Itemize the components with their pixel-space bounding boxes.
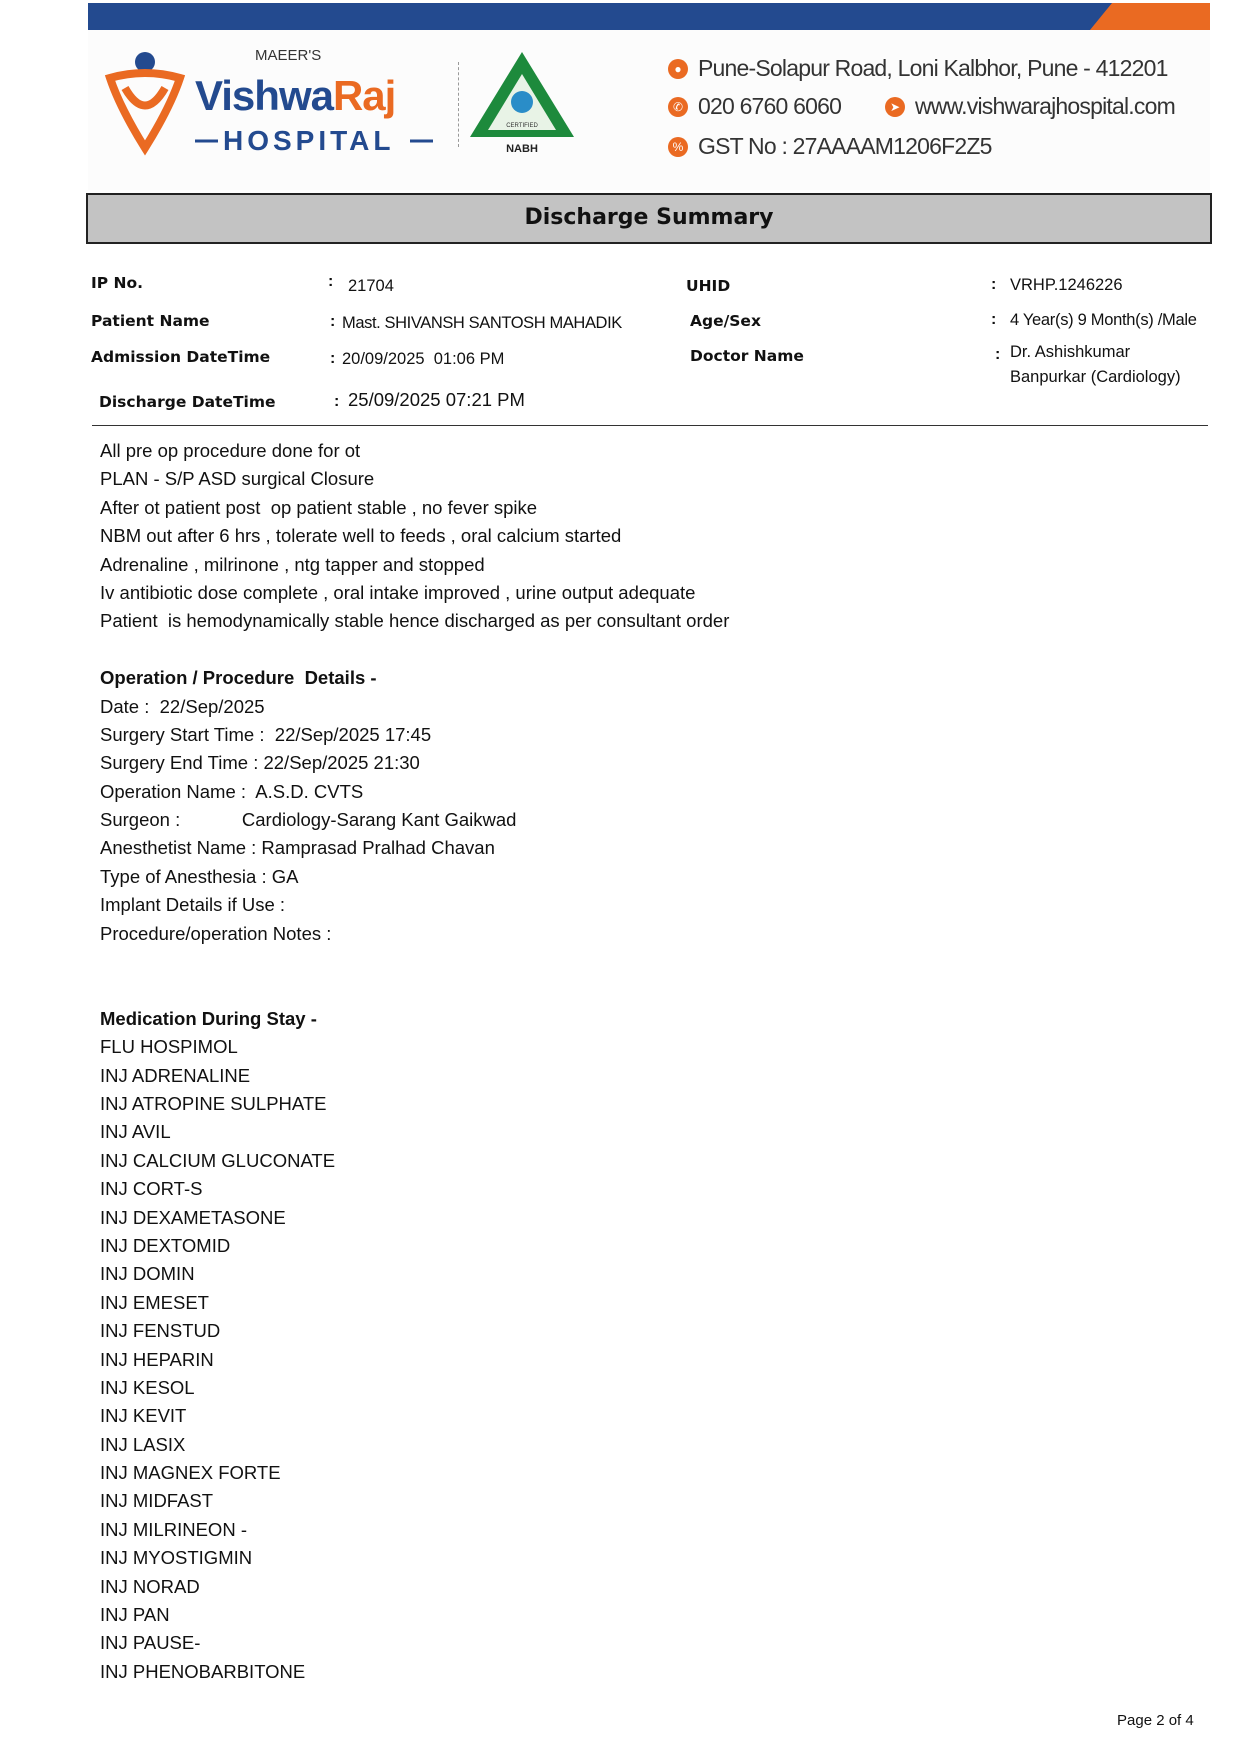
operation-detail-line: Operation Name : A.S.D. CVTS bbox=[100, 780, 364, 802]
operation-details bbox=[100, 693, 729, 949]
medication-item: INJ PAUSE- bbox=[100, 1632, 201, 1654]
operation-detail-line: Implant Details if Use : bbox=[100, 894, 286, 916]
operation-detail-line: Anesthetist Name : Ramprasad Pralhad Chavan bbox=[100, 837, 495, 859]
operation-detail-line: Type of Anesthesia : GA bbox=[100, 865, 299, 887]
medication-list bbox=[100, 1033, 729, 1686]
nabh-emblem-icon bbox=[511, 91, 533, 113]
website-link[interactable]: ➤ www.vishwarajhospital.com bbox=[885, 93, 1175, 120]
medication-item: INJ PHENOBARBITONE bbox=[100, 1660, 306, 1682]
logo-subtitle: HOSPITAL bbox=[223, 125, 395, 156]
medication-item: INJ MAGNEX FORTE bbox=[100, 1462, 281, 1484]
operation-detail-line: Procedure/operation Notes : bbox=[100, 922, 332, 944]
medication-item: INJ FENSTUD bbox=[100, 1320, 221, 1342]
medication-item: INJ ADRENALINE bbox=[100, 1064, 251, 1086]
cursor-icon: ➤ bbox=[885, 97, 905, 117]
uhid-value: VRHP.1246226 bbox=[1010, 276, 1123, 294]
doctor-value-line2: Banpurkar (Cardiology) bbox=[1010, 368, 1181, 386]
logo-prefix: MAEER'S bbox=[255, 47, 322, 64]
admission-value: 20/09/2025 01:06 PM bbox=[342, 350, 505, 368]
medication-item: INJ MIDFAST bbox=[100, 1490, 214, 1512]
medication-item: INJ CORT-S bbox=[100, 1178, 203, 1200]
note-line: All pre op procedure done for ot bbox=[100, 440, 361, 461]
summary-body bbox=[100, 437, 729, 1686]
uhid-label: UHID bbox=[686, 277, 731, 295]
medication-item: INJ PAN bbox=[100, 1604, 170, 1626]
age-sex-value: 4 Year(s) 9 Month(s) /Male bbox=[1010, 311, 1197, 329]
operation-detail-line: Surgery Start Time : 22/Sep/2025 17:45 bbox=[100, 723, 432, 745]
medication-item: INJ HEPARIN bbox=[100, 1348, 214, 1370]
phone: ✆ 020 6760 6060 bbox=[668, 93, 841, 120]
note-line: Iv antibiotic dose complete , oral intake improved , urine output adequate bbox=[100, 581, 696, 603]
medication-item: INJ MYOSTIGMIN bbox=[100, 1547, 253, 1569]
note-line: After ot patient post op patient stable , no fever spike bbox=[100, 496, 538, 518]
medication-item: INJ KEVIT bbox=[100, 1405, 187, 1427]
doctor-value-line1: Dr. Ashishkumar bbox=[1010, 343, 1131, 361]
doctor-label: Doctor Name bbox=[690, 347, 804, 365]
operation-detail-line: Surgery End Time : 22/Sep/2025 21:30 bbox=[100, 752, 420, 774]
medication-item: INJ CALCIUM GLUCONATE bbox=[100, 1149, 336, 1171]
medication-item: INJ LASIX bbox=[100, 1433, 186, 1455]
course-notes bbox=[100, 437, 729, 636]
operation-detail-line: Date : 22/Sep/2025 bbox=[100, 695, 265, 717]
logo-name-2: Raj bbox=[332, 72, 396, 119]
logo-divider bbox=[458, 62, 459, 147]
medication-item: INJ KESOL bbox=[100, 1376, 195, 1398]
discharge-summary-page: MAEER'S VishwaRaj HOSPITAL CERTIFIED NABH ● Pune-Solapur Road, Loni Kalbhor, Pune - 412201 ✆ 020 6760 6060 ➤ www.vishwarajhospital.com % GST No : 27AAAAM1206F2Z5 Discharge Summary IP No. : 21704 UHID : VRHP.1246226 Patient Name : Mast. SHIVANSH SANTOSH MAHADIK Age/Sex : 4 Year(s) 9 Month(s) /Male Admission DateTime : 20/09/2025 01:06 PM Doctor Name : Dr. Ashishkumar Banpurkar (Cardiology) Discharge DateTime : 25/09/2025 07:21 PM All pre op procedure done for ot PLAN - S/P ASD surgical Closure After ot patient post op patient stable , no fever spike NBM out after 6 hrs , tolerate well to feeds , oral calcium started Adrenaline , milrinone , ntg tapper and stopped Iv antibiotic dose complete , oral intake improved , urine output adequate Patient is hemodynamically stable hence discharged as per consultant order Operation / Procedure Details - Date : 22/Sep/2025 Surgery Start Time : 22/Sep/2025 17:45 Surgery End Time : 22/Sep/2025 21:30 Operation Name : A.S.D. CVTS Surgeon : Cardiology-Sarang Kant Gaikwad Anesthetist Name : Ramprasad Pralhad Chavan Type of Anesthesia : GA Implant Details if Use : Procedure/operation Notes : Medication During Stay - FLU HOSPIMOL INJ ADRENALINE INJ ATROPINE SULPHATE INJ AVIL INJ CALCIUM GLUCONATE INJ CORT-S INJ DEXAMETASONE INJ DEXTOMID INJ DOMIN INJ EMESET INJ FENSTUD INJ HEPARIN INJ KESOL INJ KEVIT INJ LASIX INJ MAGNEX FORTE INJ MIDFAST INJ MILRINEON - INJ MYOSTIGMIN INJ NORAD INJ PAN INJ PAUSE- INJ PHENOBARBITONE Page 2 of 4 bbox=[0, 0, 1240, 1753]
discharge-value: 25/09/2025 07:21 PM bbox=[348, 389, 525, 410]
note-line: Patient is hemodynamically stable hence discharged as per consultant order bbox=[100, 610, 730, 632]
medication-item: INJ DEXTOMID bbox=[100, 1234, 231, 1256]
phone-icon: ✆ bbox=[668, 97, 688, 117]
tag-icon: % bbox=[668, 137, 688, 157]
admission-label: Admission DateTime bbox=[91, 348, 271, 366]
note-line: Adrenaline , milrinone , ntg tapper and stopped bbox=[100, 553, 485, 575]
ip-no-value: 21704 bbox=[348, 277, 394, 295]
medication-item: INJ NORAD bbox=[100, 1575, 200, 1597]
page-title: Discharge Summary bbox=[86, 193, 1212, 244]
hospital-logo bbox=[100, 44, 450, 160]
page-number: Page 2 of 4 bbox=[1117, 1712, 1194, 1729]
medication-item: INJ DEXAMETASONE bbox=[100, 1206, 286, 1228]
logo-name-1: Vishwa bbox=[195, 72, 333, 119]
location-pin-icon: ● bbox=[668, 59, 688, 79]
operation-heading: Operation / Procedure Details - bbox=[100, 667, 377, 689]
nabh-badge bbox=[470, 52, 575, 157]
ip-no-label: IP No. bbox=[91, 274, 144, 292]
nabh-label: NABH bbox=[506, 143, 538, 155]
svg-text:CERTIFIED: CERTIFIED bbox=[506, 123, 538, 129]
medication-item: INJ EMESET bbox=[100, 1291, 209, 1313]
medication-item: INJ MILRINEON - bbox=[100, 1518, 247, 1540]
discharge-label: Discharge DateTime bbox=[99, 393, 276, 411]
gst-number: % GST No : 27AAAAM1206F2Z5 bbox=[668, 133, 992, 160]
logo-knot-icon bbox=[110, 73, 180, 148]
divider bbox=[92, 425, 1208, 426]
medication-item: INJ ATROPINE SULPHATE bbox=[100, 1092, 327, 1114]
patient-name-value: Mast. SHIVANSH SANTOSH MAHADIK bbox=[342, 314, 622, 332]
patient-name-label: Patient Name bbox=[91, 312, 210, 330]
medication-item: INJ DOMIN bbox=[100, 1263, 195, 1285]
medications-heading: Medication During Stay - bbox=[100, 1007, 317, 1029]
operation-detail-line: Surgeon : Cardiology-Sarang Kant Gaikwad bbox=[100, 809, 517, 831]
header-blue-band bbox=[88, 3, 1210, 30]
age-sex-label: Age/Sex bbox=[690, 312, 761, 330]
address: ● Pune-Solapur Road, Loni Kalbhor, Pune - 412201 bbox=[668, 55, 1168, 82]
medication-item: INJ AVIL bbox=[100, 1121, 171, 1143]
note-line: PLAN - S/P ASD surgical Closure bbox=[100, 468, 375, 490]
svg-text:VishwaRaj bbox=[195, 72, 395, 119]
note-line: NBM out after 6 hrs , tolerate well to feeds , oral calcium started bbox=[100, 525, 622, 547]
medication-item: FLU HOSPIMOL bbox=[100, 1036, 238, 1058]
